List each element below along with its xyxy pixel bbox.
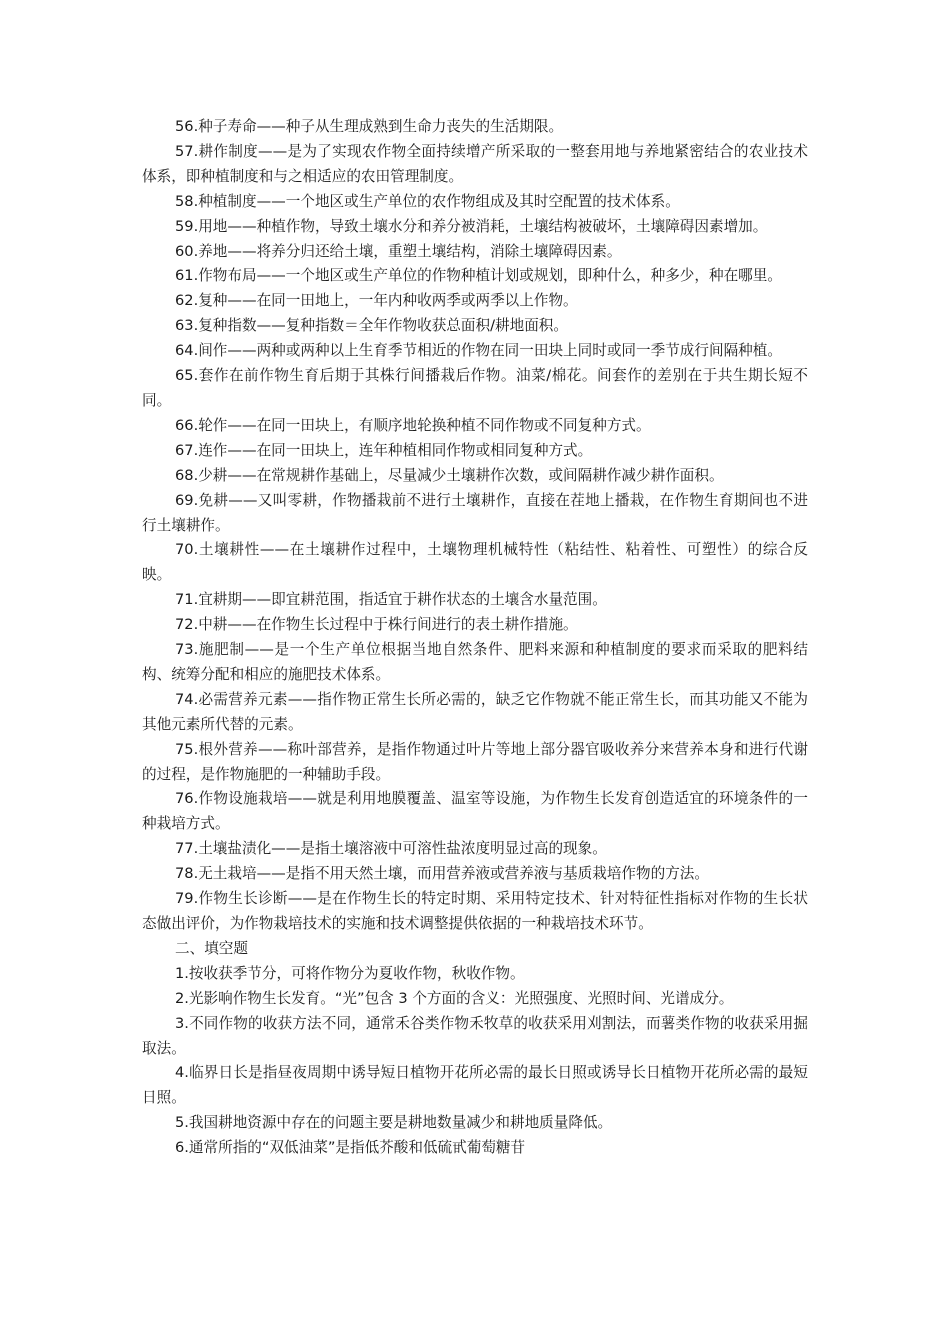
section-heading: 二、填空题 (175, 939, 248, 957)
definition-68: 68.少耕——在常规耕作基础上，尽量减少土壤耕作次数，或间隔耕作减少耕作面积。 (175, 466, 724, 484)
definition-76: 76.作物设施栽培——就是利用地膜覆盖、温室等设施，为作物生长发育创造适宜的环境条件的一种栽培方式。 (142, 790, 808, 833)
definition-63: 63.复种指数——复种指数＝全年作物收获总面积/耕地面积。 (175, 317, 568, 335)
definition-56: 56.种子寿命——种子从生理成熟到生命力丧失的生活期限。 (175, 118, 564, 135)
definition-74: 74.必需营养元素——指作物正常生长所必需的，缺乏它作物就不能正常生长，而其功能又不能为其他元素所代替的元素。 (142, 690, 808, 733)
definition-60: 60.养地——将养分归还给土壤，重塑土壤结构，消除土壤障碍因素。 (175, 242, 622, 260)
definition-79: 79.作物生长诊断——是在作物生长的特定时期、采用特定技术、针对特征性指标对作物的生长状态做出评价，为作物栽培技术的实施和技术调整提供依据的一种栽培技术环节。 (142, 890, 808, 932)
definition-73: 73.施肥制——是一个生产单位根据当地自然条件、肥料来源和种植制度的要求而采取的肥料结构、统筹分配和相应的施肥技术体系。 (142, 641, 808, 683)
fill-in-3: 3.不同作物的收获方法不同，通常禾谷类作物禾牧草的收获采用刈割法，而薯类作物的收获采用掘取法。 (142, 1014, 808, 1057)
definition-62: 62.复种——在同一田地上，一年内种收两季或两季以上作物。 (175, 292, 578, 310)
definition-67: 67.连作——在同一田块上，连年种植相同作物或相同复种方式。 (175, 441, 593, 459)
fill-in-4: 4.临界日长是指昼夜周期中诱导短日植物开花所必需的最长日照或诱导长日植物开花所必需的最短日照。 (142, 1064, 808, 1107)
definition-58: 58.种植制度——一个地区或生产单位的农作物组成及其时空配置的技术体系。 (175, 192, 680, 210)
document-body (142, 115, 808, 1161)
definition-78: 78.无土栽培——是指不用天然土壤，而用营养液或营养液与基质栽培作物的方法。 (175, 865, 709, 883)
definition-70: 70.土壤耕性——在土壤耕作过程中，土壤物理机械特性（粘结性、粘着性、可塑性）的综合反映。 (142, 541, 808, 584)
definition-66: 66.轮作——在同一田块上，有顺序地轮换种植不同作物或不同复种方式。 (175, 416, 651, 434)
definition-65: 65.套作在前作物生育后期于其株行间播栽后作物。油菜/棉花。间套作的差别在于共生期长短不同。 (142, 367, 808, 409)
definition-57: 57.耕作制度——是为了实现农作物全面持续增产所采取的一整套用地与养地紧密结合的农业技术体系，即种植制度和与之相适应的农田管理制度。 (142, 142, 808, 185)
definition-77: 77.土壤盐渍化——是指土壤溶液中可溶性盐浓度明显过高的现象。 (175, 840, 607, 858)
definition-75: 75.根外营养——称叶部营养，是指作物通过叶片等地上部分器官吸收养分来营养本身和进行代谢的过程，是作物施肥的一种辅助手段。 (142, 740, 808, 783)
definition-59: 59.用地——种植作物，导致土壤水分和养分被消耗，土壤结构被破坏，土壤障碍因素增加。 (175, 217, 768, 235)
definition-64: 64.间作——两种或两种以上生育季节相近的作物在同一田块上同时或同一季节成行间隔种植。 (175, 342, 782, 360)
fill-in-5: 5.我国耕地资源中存在的问题主要是耕地数量减少和耕地质量降低。 (175, 1114, 613, 1132)
definition-61: 61.作物布局——一个地区或生产单位的作物种植计划或规划，即种什么，种多少，种在哪里。 (175, 267, 782, 285)
definition-69: 69.免耕——又叫零耕，作物播栽前不进行土壤耕作，直接在茬地上播栽，在作物生育期间也不进行土壤耕作。 (142, 491, 808, 534)
definition-72: 72.中耕——在作物生长过程中于株行间进行的表土耕作措施。 (175, 616, 578, 634)
fill-in-6: 6.通常所指的“双低油菜”是指低芥酸和低硫甙葡萄糖苷 (175, 1139, 526, 1157)
fill-in-2: 2.光影响作物生长发育。“光”包含 3 个方面的含义：光照强度、光照时间、光谱成分。 (175, 989, 734, 1007)
definition-71: 71.宜耕期——即宜耕范围，指适宜于耕作状态的土壤含水量范围。 (175, 591, 607, 609)
fill-in-1: 1.按收获季节分，可将作物分为夏收作物，秋收作物。 (175, 964, 525, 982)
